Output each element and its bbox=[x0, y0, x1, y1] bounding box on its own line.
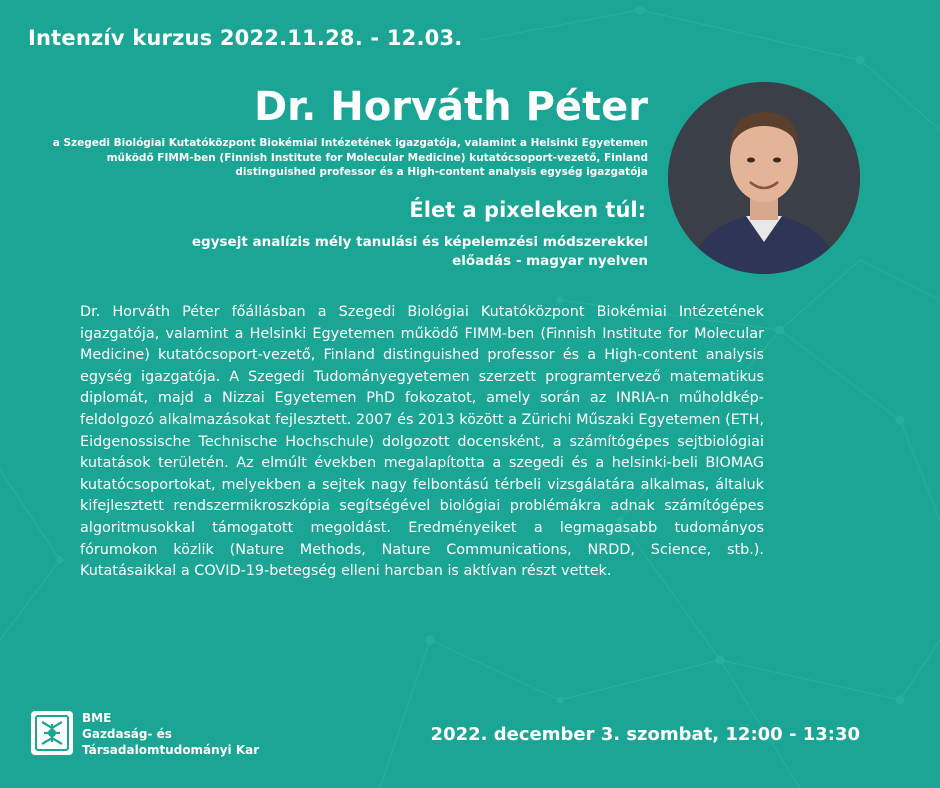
talk-subtitle bbox=[88, 233, 648, 271]
institution-name bbox=[82, 710, 259, 758]
institution-line2: Gazdaság- és bbox=[82, 727, 172, 741]
speaker-photo bbox=[668, 82, 860, 274]
talk-title: Élet a pixeleken túl: bbox=[409, 198, 646, 222]
speaker-name: Dr. Horváth Péter bbox=[253, 84, 648, 130]
speaker-bio: Dr. Horváth Péter főállásban a Szegedi Biológiai Kutatóközpont Biokémiai Intézetének igazgatója, valamint a Helsinki Egyetemen működő FIMM-ben (Finnish Institute for Molecular Medicine) kutatócsoport-vezető, Finland distinguished professor és a High-content analysis egység igazgatója. A Szegedi Tudományegyetemen szerzett programtervező matematikus diplomát, majd a Nizzai Egyetemen PhD fokozatot, amely során az INRIA-n műholdkép-feldolgozó alkalmazásokat fejlesztett. 2007 és 2013 között a Zürichi Műszaki Egyetemen (ETH, Eidgenossische Technische Hochschule) dolgozott docensként, a számítógépes sejtbiológiai kutatások területén. Az elmúlt években megalapította a szegedi és a helsinki-beli BIOMAG kutatócsoportokat, melyekben a sejtek nagy felbontású térbeli vizsgálatára alkalmas, általuk kifejlesztett rendszermikroszkópia segítségével biológiai problémákra adnak számítógépes algoritmusokkal támogatott megoldást. Eredményeiket a legmagasabb tudományos fórumokon közlik (Nature Methods, Nature Communications, NRDD, Science, stb.). Kutatásaikkal a COVID-19-betegség elleni harcban is aktívan részt vettek. bbox=[80, 304, 764, 580]
institution-line1: BME bbox=[82, 711, 112, 725]
event-date: 2022. december 3. szombat, 12:00 - 13:30 bbox=[430, 724, 860, 745]
institution-line3: Társadalomtudományi Kar bbox=[82, 743, 260, 757]
speaker-subtitle: a Szegedi Biológiai Kutatóközpont Biokémiai Intézetének igazgatója, valamint a Helsinki Egyetemen működő FIMM-ben (Finnish Institute for Molecular Medicine) kutatócsoport-vezető, Finland distinguished professor és a High-content analysis egység igazgatója bbox=[52, 137, 648, 178]
talk-subtitle-line1: egysejt analízis mély tanulási és képelemzési módszerekkel bbox=[191, 234, 648, 250]
course-dates: Intenzív kurzus 2022.11.28. - 12.03. bbox=[28, 26, 463, 50]
bme-logo-icon bbox=[30, 710, 74, 756]
talk-subtitle-line2: előadás - magyar nyelven bbox=[452, 253, 648, 269]
